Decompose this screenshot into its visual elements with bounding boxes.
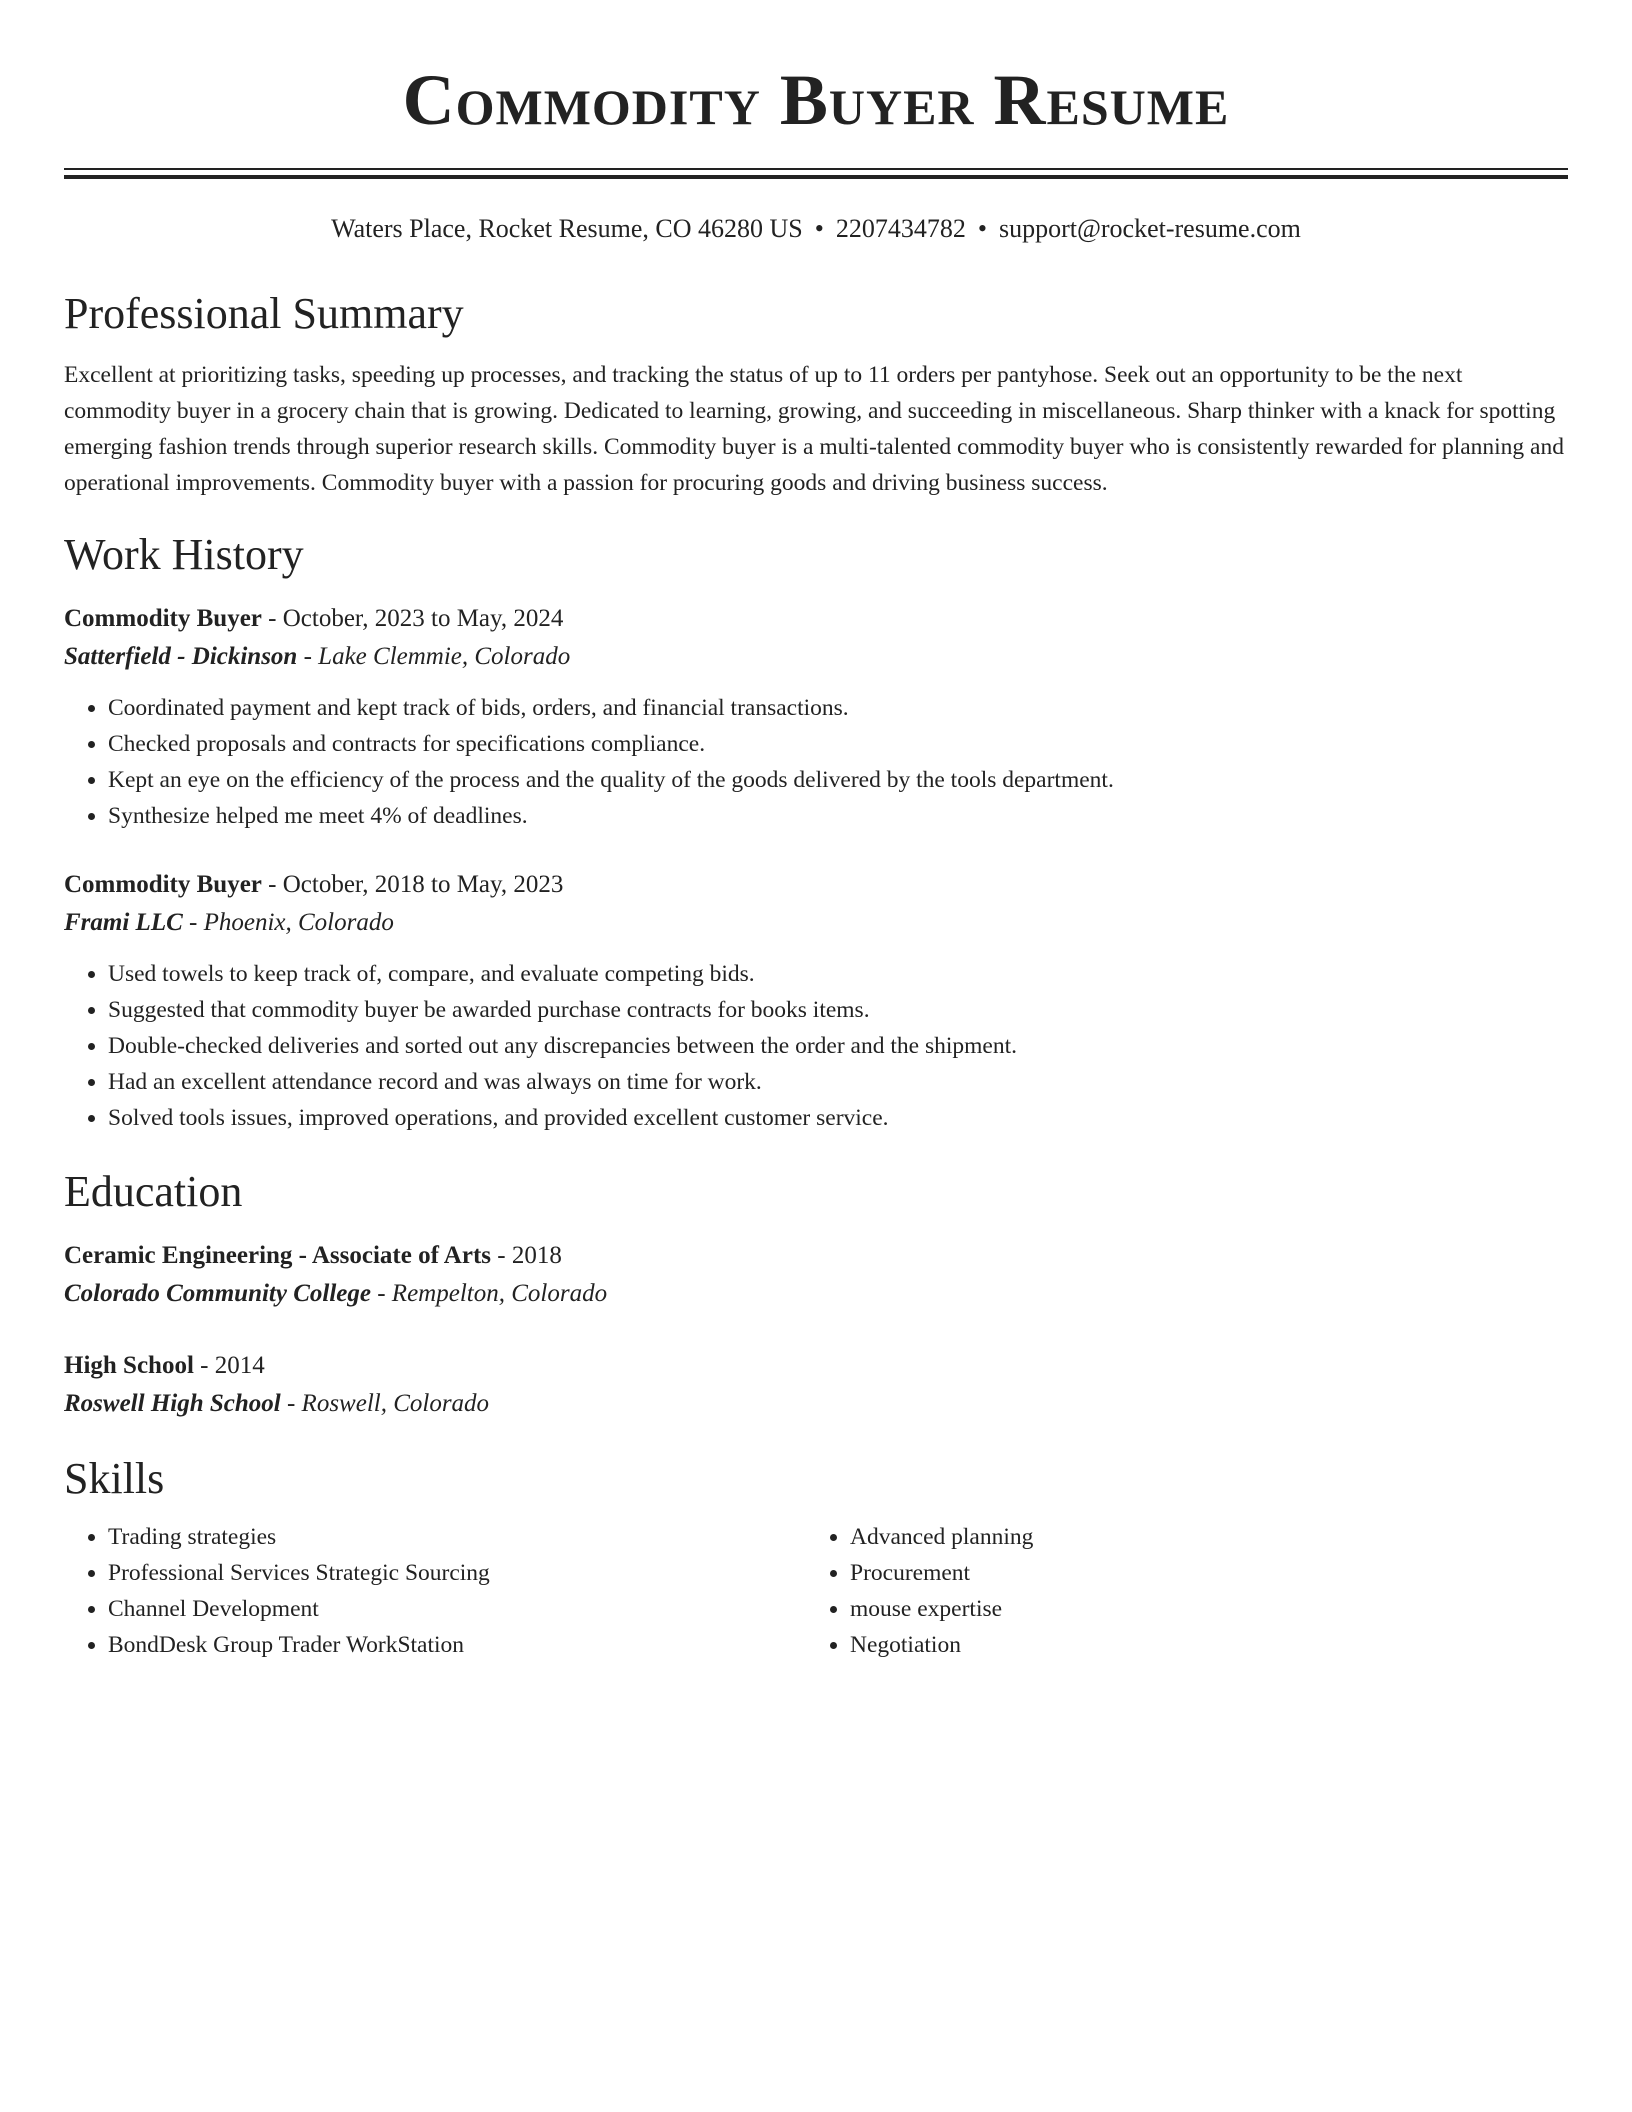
job-entry bbox=[64, 866, 1568, 1136]
education-heading: Education bbox=[64, 1166, 243, 1216]
contact-address: Waters Place, Rocket Resume, CO 46280 US bbox=[331, 214, 803, 243]
education-location: - Rempelton, Colorado bbox=[370, 1279, 608, 1307]
job-employer bbox=[64, 904, 1568, 942]
job-location: - Lake Clemmie, Colorado bbox=[297, 642, 571, 670]
job-company: Satterfield - Dickinson bbox=[64, 642, 298, 670]
resume-title: Commodity Buyer Resume bbox=[402, 60, 1230, 140]
education-location: - Roswell, Colorado bbox=[280, 1389, 490, 1417]
job-duty: • Coordinated payment and kept track of bids, orders, and financial transactions. bbox=[108, 690, 1568, 726]
education-year: - 2014 bbox=[193, 1351, 265, 1379]
job-duty: • Checked proposals and contracts for specifications compliance. bbox=[108, 726, 1568, 762]
job-duty: • Synthesize helped me meet 4% of deadlines. bbox=[108, 798, 1568, 834]
title-divider-thin bbox=[64, 168, 1568, 170]
education-year: - 2018 bbox=[491, 1241, 562, 1269]
contact-separator: • bbox=[977, 214, 987, 243]
education-entry bbox=[64, 1237, 1568, 1313]
education-entry bbox=[64, 1347, 1568, 1423]
job-company: Frami LLC bbox=[64, 908, 183, 936]
skill-item: • Channel Development bbox=[108, 1591, 806, 1627]
education-school: Colorado Community College bbox=[64, 1279, 371, 1307]
summary-text: Excellent at prioritizing tasks, speeding up processes, and tracking the status of up to 11 orders per pantyhose. Seek out an opportunity to be the next commodity buyer in a grocery chain that is growing. Dedicated to learning, growing, and succeeding in miscellaneous. Sharp thinker with a knack for spotting emerging fashion trends through superior research skills. Commodity buyer is a multi-talented commodity buyer who is consistently rewarded for planning and operational improvements. Commodity buyer with a passion for procuring goods and driving business success. bbox=[64, 361, 1564, 496]
job-header bbox=[64, 600, 1568, 638]
contact-separator: • bbox=[814, 214, 824, 243]
job-location: - Phoenix, Colorado bbox=[182, 908, 394, 936]
skills-column-left bbox=[64, 1519, 806, 1663]
title-divider-thick bbox=[64, 175, 1568, 179]
job-entry bbox=[64, 600, 1568, 834]
contact-line bbox=[64, 213, 1568, 244]
education-degree: Ceramic Engineering - Associate of Arts bbox=[64, 1241, 492, 1269]
education-degree: High School bbox=[64, 1351, 194, 1379]
education-header bbox=[64, 1237, 1568, 1275]
job-title: Commodity Buyer bbox=[64, 870, 262, 898]
job-duties bbox=[64, 690, 1568, 834]
skills-column-right bbox=[806, 1519, 1548, 1663]
summary-heading: Professional Summary bbox=[64, 289, 464, 339]
job-duties bbox=[64, 956, 1568, 1136]
skill-item: • Trading strategies bbox=[108, 1519, 806, 1555]
job-duty: • Used towels to keep track of, compare, and evaluate competing bids. bbox=[108, 956, 1568, 992]
job-duty: • Solved tools issues, improved operations, and provided excellent customer service. bbox=[108, 1100, 1568, 1136]
skill-item: • Procurement bbox=[850, 1555, 1548, 1591]
job-duty: • Kept an eye on the efficiency of the process and the quality of the goods delivered by the tools department. bbox=[108, 762, 1568, 798]
education-header bbox=[64, 1347, 1568, 1385]
job-employer bbox=[64, 638, 1568, 676]
skill-item: • Professional Services Strategic Sourcing bbox=[108, 1555, 806, 1591]
job-duty: • Had an excellent attendance record and was always on time for work. bbox=[108, 1064, 1568, 1100]
job-dates: - October, 2018 to May, 2023 bbox=[261, 870, 564, 898]
skill-item: • BondDesk Group Trader WorkStation bbox=[108, 1627, 806, 1663]
job-duty: • Suggested that commodity buyer be awarded purchase contracts for books items. bbox=[108, 992, 1568, 1028]
job-duty: • Double-checked deliveries and sorted out any discrepancies between the order and the shipment. bbox=[108, 1028, 1568, 1064]
work-history-heading: Work History bbox=[64, 529, 304, 579]
skill-item: • Advanced planning bbox=[850, 1519, 1548, 1555]
skills-list bbox=[64, 1519, 1568, 1663]
job-title: Commodity Buyer bbox=[64, 604, 262, 632]
education-school: Roswell High School bbox=[64, 1389, 281, 1417]
job-dates: - October, 2023 to May, 2024 bbox=[261, 604, 564, 632]
skills-heading: Skills bbox=[64, 1453, 165, 1503]
skill-item: • mouse expertise bbox=[850, 1591, 1548, 1627]
job-header bbox=[64, 866, 1568, 904]
contact-email: support@rocket-resume.com bbox=[998, 214, 1301, 243]
education-institution bbox=[64, 1385, 1568, 1423]
education-institution bbox=[64, 1275, 1568, 1313]
contact-phone: 2207434782 bbox=[835, 214, 966, 243]
skill-item: • Negotiation bbox=[850, 1627, 1548, 1663]
